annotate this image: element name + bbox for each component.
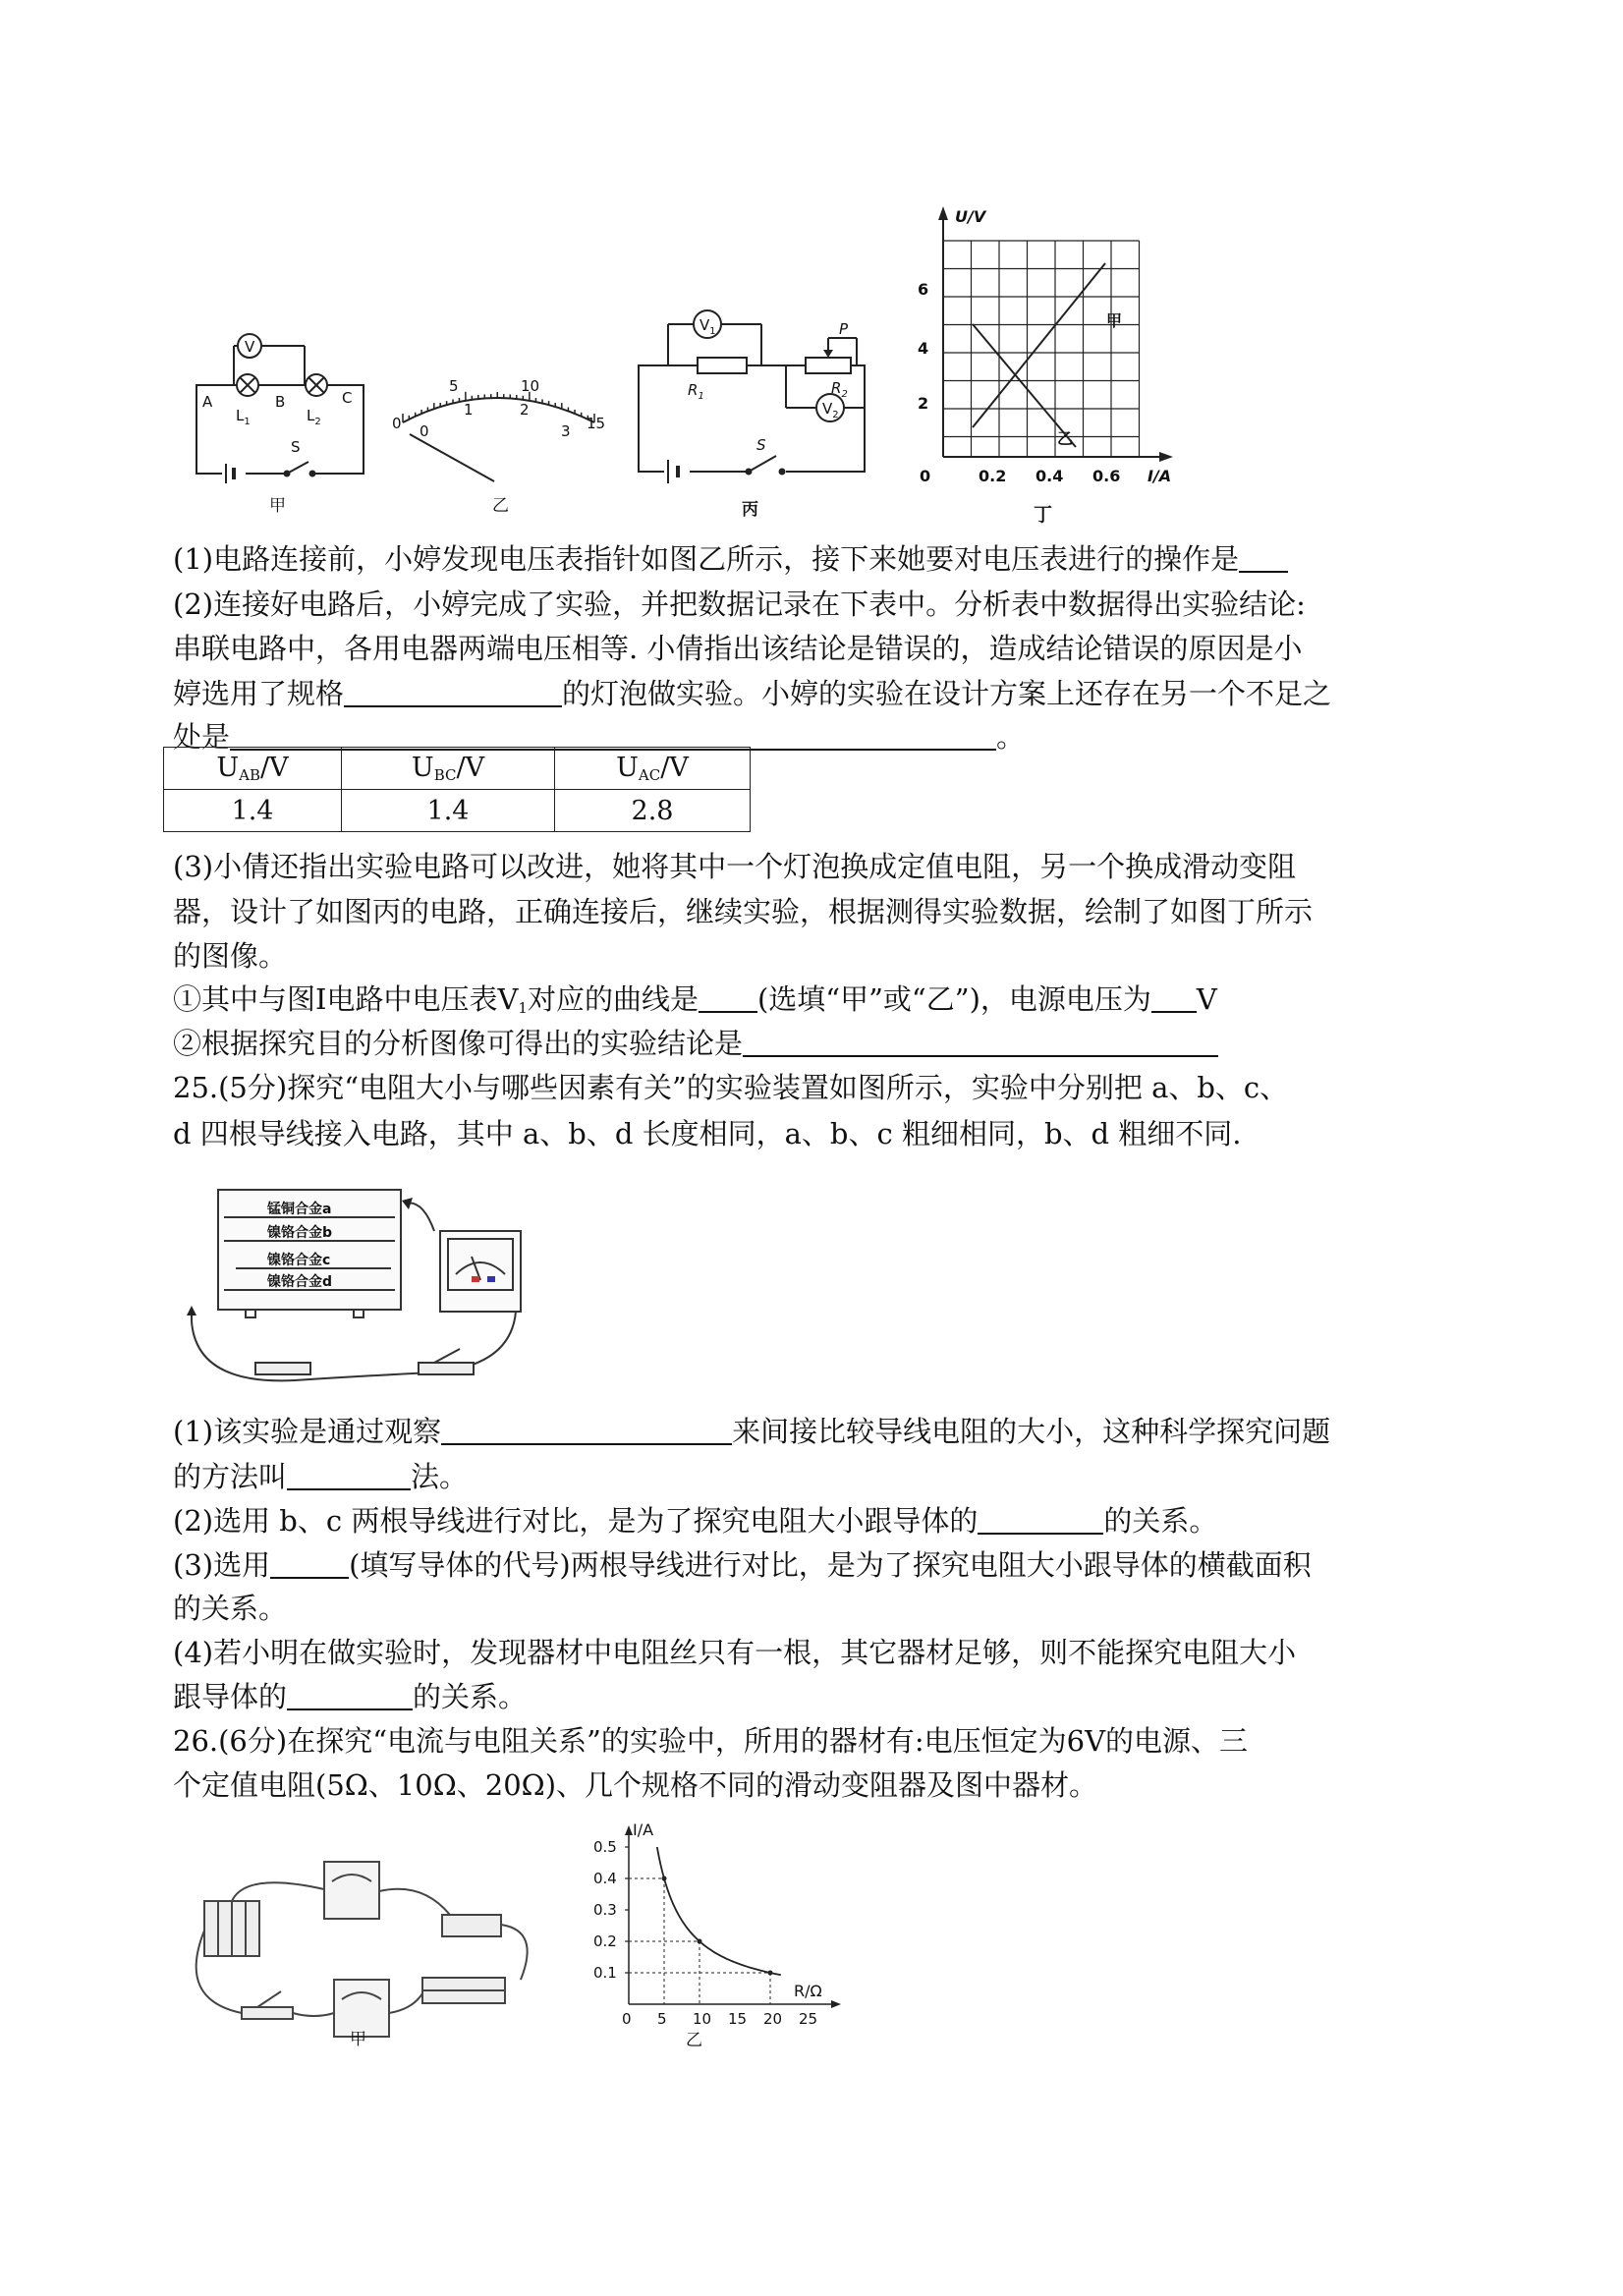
answer-blank[interactable] [743, 1026, 1218, 1057]
q25-part1-line1 [173, 1410, 1462, 1453]
slider-p-label: P [839, 320, 849, 338]
q25-part3-line1 [173, 1543, 1462, 1587]
inner-tick-2: 2 [520, 401, 530, 419]
figure-graph-ding [904, 196, 1199, 531]
y-tick-label: 0.2 [593, 1932, 617, 1950]
y-tick-label: 0.4 [593, 1870, 617, 1887]
q25-text: 的方法叫 [173, 1460, 288, 1493]
x-tick-label: 25 [799, 2010, 818, 2028]
switch-s-label: S [756, 436, 766, 454]
ding-xlabel: I/A [1147, 467, 1172, 485]
q25-text: (1)该实验是通过观察 [173, 1415, 442, 1448]
ding-xtick-04: 0.4 [1035, 467, 1064, 485]
board-label-d: 镍铬合金d [267, 1274, 333, 1290]
caption-jia: 甲 [269, 496, 286, 516]
q25-text: (2)选用 b、c 两根导线进行对比，是为了探究电阻大小跟导体的 [173, 1504, 979, 1538]
answer-blank[interactable] [978, 1503, 1103, 1535]
inner-tick-1: 1 [464, 401, 474, 419]
caption-q26-jia: 甲 [350, 2030, 366, 2048]
ding-xtick-06: 0.6 [1092, 467, 1121, 485]
figure-dial-yi [388, 354, 614, 521]
answer-blank[interactable] [344, 676, 562, 707]
q24-text: 婷选用了规格 [173, 677, 345, 710]
q25-part4-line1: (4)若小明在做实验时，发现器材中电阻丝只有一根，其它器材足够，则不能探究电阻大小 [173, 1636, 1297, 1669]
q25-text: 的关系。 [1103, 1504, 1218, 1538]
y-tick-label: 0.3 [593, 1901, 617, 1919]
answer-blank[interactable] [1239, 541, 1288, 573]
ding-ytick-2: 2 [918, 394, 929, 413]
point-a-label: A [202, 393, 213, 411]
q25-part2 [173, 1499, 1462, 1542]
r1-label: $R_1$ [688, 381, 704, 402]
point-c-label: C [342, 389, 353, 407]
current-resistance-chart [570, 1818, 865, 2053]
q25-text: 的关系。 [413, 1680, 528, 1713]
table-header-uac: $U_{AC}/V$ [555, 748, 751, 790]
q24-text: V [1196, 982, 1217, 1016]
ding-line-label-yi: 乙 [1057, 429, 1074, 448]
q24-text: 处是 [173, 720, 231, 754]
q24-part1 [173, 537, 1462, 581]
voltmeter-label: V [245, 338, 255, 356]
caption-q26-yi: 乙 [686, 2031, 702, 2050]
q24-text: ①其中与图Ⅰ电路中电压表V [173, 982, 519, 1016]
table-cell: 2.8 [555, 790, 751, 832]
q26-intro-line1: 26.(6分)在探究“电流与电阻关系”的实验中，所用的器材有:电压恒定为6V的电源、三 [173, 1724, 1249, 1758]
ding-ytick-6: 6 [918, 280, 929, 299]
q24-part2-line3 [173, 672, 1462, 715]
q26-intro-line2: 个定值电阻(5Ω、10Ω、20Ω)、几个规格不同的滑动变阻器及图中器材。 [173, 1768, 1098, 1802]
q24-text: ②根据探究目的分析图像可得出的实验结论是 [173, 1027, 744, 1060]
q26-xlabel: R/Ω [794, 1982, 822, 2000]
q24-part3-line2: 器，设计了如图丙的电路，正确连接后，继续实验，根据测得实验数据，绘制了如图丁所示 [173, 895, 1314, 928]
y-tick-label: 0.1 [593, 1964, 617, 1982]
q24-part3-line1: (3)小倩还指出实验电路可以改进，她将其中一个灯泡换成定值电阻，另一个换成滑动变阻 [173, 850, 1297, 883]
answer-blank[interactable] [1151, 981, 1197, 1013]
q25-intro-line1: 25.(5分)探究“电阻大小与哪些因素有关”的实验装置如图所示，实验中分别把 a、b、c、 [173, 1071, 1289, 1104]
answer-blank[interactable] [287, 1679, 413, 1710]
outer-tick-15: 15 [587, 415, 606, 432]
q24-text: 的灯泡做实验。小婷的实验在设计方案上还存在另一个不足之 [562, 677, 1332, 710]
inner-tick-0: 0 [420, 422, 429, 440]
answer-blank[interactable] [270, 1547, 349, 1579]
ding-line-label-jia: 甲 [1106, 311, 1123, 330]
answer-blank[interactable] [287, 1459, 411, 1490]
table-cell: 1.4 [342, 790, 555, 832]
x-tick-label: 20 [763, 2010, 783, 2028]
board-label-b: 镍铬合金b [267, 1225, 333, 1241]
q24-part1-text: (1)电路连接前，小婷发现电压表指针如图乙所示，接下来她要对电压表进行的操作是 [173, 542, 1240, 576]
board-label-c: 镍铬合金c [267, 1253, 331, 1268]
caption-yi: 乙 [492, 496, 509, 516]
ding-xtick-02: 0.2 [979, 467, 1007, 485]
data-point [698, 1939, 702, 1944]
board-label-a: 锰铜合金a [267, 1202, 332, 1217]
q24-text: 对应的曲线是 [527, 982, 699, 1016]
q24-text: (选填“甲”或“乙”)，电源电压为 [756, 982, 1151, 1016]
figure-circuit-jia [187, 324, 383, 521]
q25-text: (3)选用 [173, 1548, 271, 1582]
subscript: 1 [518, 999, 528, 1017]
outer-tick-0: 0 [392, 415, 402, 432]
x-tick-label: 5 [657, 2010, 667, 2028]
graph-grid [943, 241, 1140, 457]
lamp-l1-label: $L_1$ [236, 407, 251, 427]
outer-tick-10: 10 [521, 377, 540, 395]
figure-circuit-bing [629, 295, 884, 531]
q25-text: (填写导体的代号)两根导线进行对比，是为了探究电阻大小跟导体的横截面积 [349, 1548, 1312, 1582]
ding-ytick-4: 4 [918, 339, 929, 358]
figure-q26-circuit-jia [187, 1852, 550, 2048]
q25-intro-line2: d 四根导线接入电路，其中 a、b、d 长度相同，a、b、c 粗细相同，b、d 粗细不同. [173, 1117, 1242, 1150]
q24-text: 。 [996, 720, 1026, 754]
table-header-ubc: $U_{BC}/V$ [342, 748, 555, 790]
x-tick-label: 15 [728, 2010, 748, 2028]
ding-ylabel: U/V [955, 207, 986, 226]
q25-text: 法。 [411, 1460, 469, 1493]
q24-part3-line3: 的图像。 [173, 939, 288, 973]
data-point [768, 1971, 773, 1976]
q25-text: 来间接比较导线电阻的大小，这种科学探究问题 [732, 1415, 1331, 1448]
q25-part4-line2 [173, 1675, 1462, 1718]
dial-needle [410, 434, 494, 481]
x-tick-label: 0 [622, 2010, 632, 2028]
q24-part2-line1: (2)连接好电路后，小婷完成了实验，并把数据记录在下表中。分析表中数据得出实验结论: [173, 588, 1306, 621]
switch-label: S [291, 438, 301, 456]
x-tick-label: 10 [693, 2010, 712, 2028]
q25-text: 跟导体的 [173, 1680, 288, 1713]
r2-label: $R_2$ [831, 379, 848, 400]
data-point [662, 1876, 667, 1881]
q24-part3-q2 [173, 1022, 1462, 1065]
table-header-uab: $U_{AB}/V$ [164, 748, 342, 790]
answer-blank[interactable] [699, 981, 757, 1013]
outer-tick-5: 5 [449, 377, 459, 395]
figure-q26-graph-yi [570, 1818, 865, 2053]
current-curve [657, 1847, 781, 1975]
q25-part3-line2: 的关系。 [173, 1592, 288, 1625]
voltage-data-table [163, 747, 751, 832]
table-cell: 1.4 [164, 790, 342, 832]
point-b-label: B [275, 393, 286, 411]
inner-tick-3: 3 [561, 422, 571, 440]
q24-part2-line2: 串联电路中，各用电器两端电压相等. 小倩指出该结论是错误的，造成结论错误的原因是小 [173, 632, 1303, 665]
q26-ylabel: I/A [633, 1820, 654, 1839]
ding-xtick-0: 0 [920, 467, 931, 485]
lamp-l2-label: $L_2$ [307, 407, 321, 427]
answer-blank[interactable] [441, 1414, 732, 1445]
figure-q25-apparatus [177, 1184, 531, 1400]
q25-part1-line2 [173, 1455, 1462, 1498]
dial-ticks [403, 392, 594, 422]
caption-ding: 丁 [1034, 504, 1053, 526]
v2-label: $V_2$ [822, 400, 839, 420]
v1-label: $V_1$ [700, 316, 716, 337]
y-tick-label: 0.5 [593, 1838, 617, 1856]
caption-bing: 丙 [742, 500, 758, 520]
